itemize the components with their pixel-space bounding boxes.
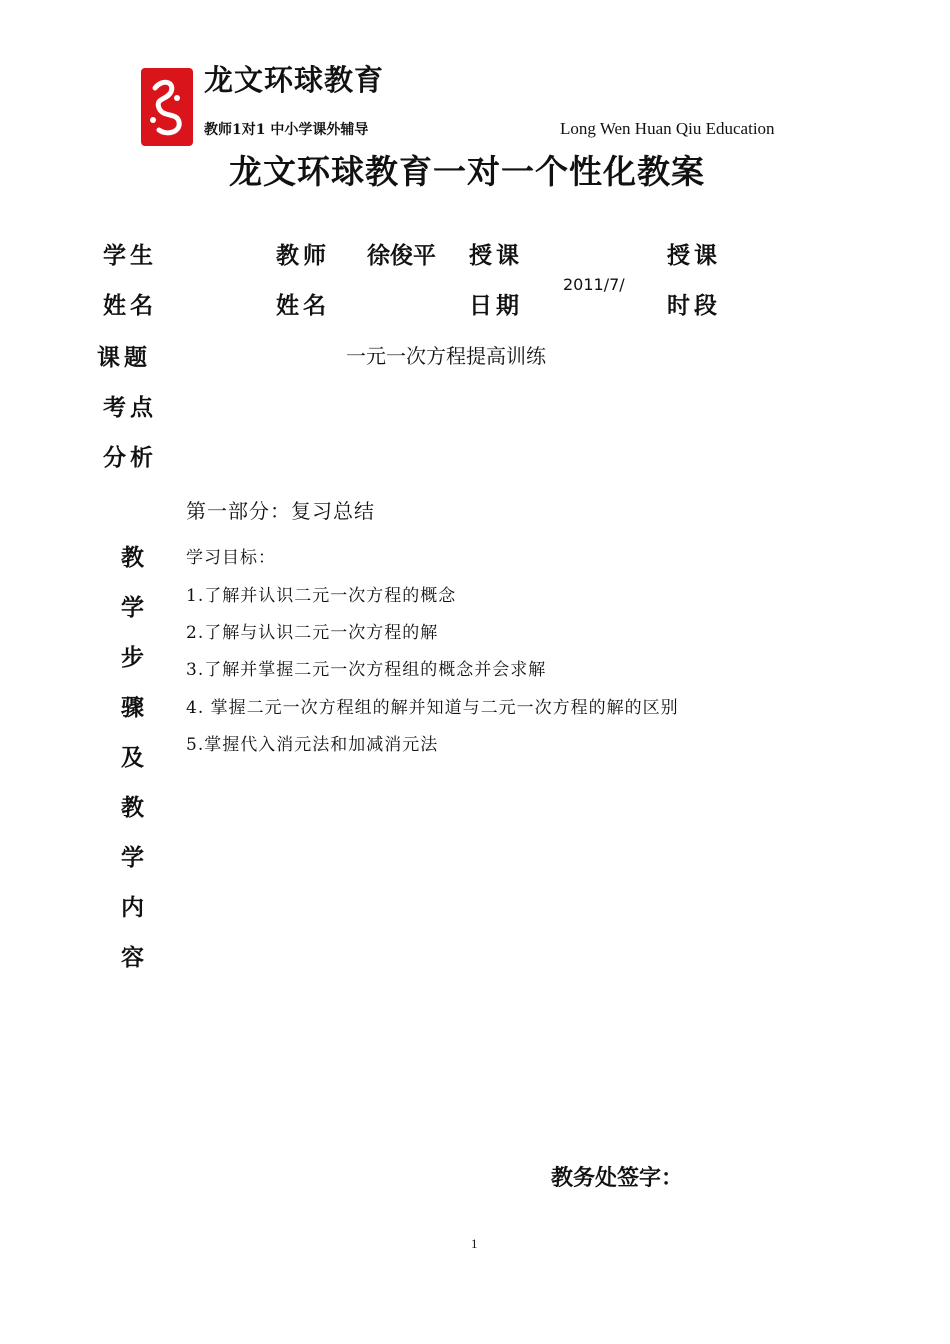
objective-item: 2.了解与认识二元一次方程的解 xyxy=(186,623,439,643)
steps-label-char: 学 xyxy=(121,845,144,871)
student-label-line1: 学生 xyxy=(103,243,157,269)
date-value: 2011/7/ xyxy=(563,275,625,294)
teacher-name: 徐俊平 xyxy=(367,243,436,269)
objective-item: 1.了解并认识二元一次方程的概念 xyxy=(186,586,457,606)
steps-label-char: 容 xyxy=(121,945,144,971)
steps-label-char: 教 xyxy=(121,795,144,821)
student-label-line2: 姓名 xyxy=(103,293,157,319)
date-label-line2: 日期 xyxy=(469,293,523,319)
topic-label: 课题 xyxy=(97,345,151,371)
steps-label-char: 骤 xyxy=(121,695,144,721)
brand-name: 龙文环球教育 xyxy=(204,63,385,97)
analysis-label-line1: 考点 xyxy=(103,395,157,421)
objective-item: 3.了解并掌握二元一次方程组的概念并会求解 xyxy=(186,660,547,680)
analysis-label-line2: 分析 xyxy=(103,445,157,471)
topic-value: 一元一次方程提高训练 xyxy=(346,344,546,368)
section-title: 第一部分：复习总结 xyxy=(186,499,375,523)
steps-label-char: 步 xyxy=(121,645,144,671)
objectives-title: 学习目标： xyxy=(186,548,276,568)
page-number: 1 xyxy=(471,1236,478,1251)
steps-label-char: 学 xyxy=(121,595,144,621)
objective-item: 4. 掌握二元一次方程组的解并知道与二元一次方程的解的区别 xyxy=(186,698,679,718)
period-label-line1: 授课 xyxy=(667,243,721,269)
period-label-line2: 时段 xyxy=(667,293,721,319)
teacher-label-line2: 姓名 xyxy=(276,293,330,319)
steps-label-char: 内 xyxy=(121,895,144,921)
document-title: 龙文环球教育一对一个性化教案 xyxy=(229,152,705,191)
teacher-label-line1: 教师 xyxy=(276,243,330,269)
steps-label-char: 及 xyxy=(121,745,144,771)
seal-logo-icon xyxy=(141,68,193,146)
date-label-line1: 授课 xyxy=(469,243,523,269)
signature-label: 教务处签字： xyxy=(551,1166,684,1191)
steps-label-char: 教 xyxy=(121,545,144,571)
objective-item: 5.掌握代入消元法和加减消元法 xyxy=(186,735,439,755)
brand-name-english: Long Wen Huan Qiu Education xyxy=(560,119,775,138)
brand-tagline: 教师1对1 中小学课外辅导 xyxy=(204,122,369,138)
